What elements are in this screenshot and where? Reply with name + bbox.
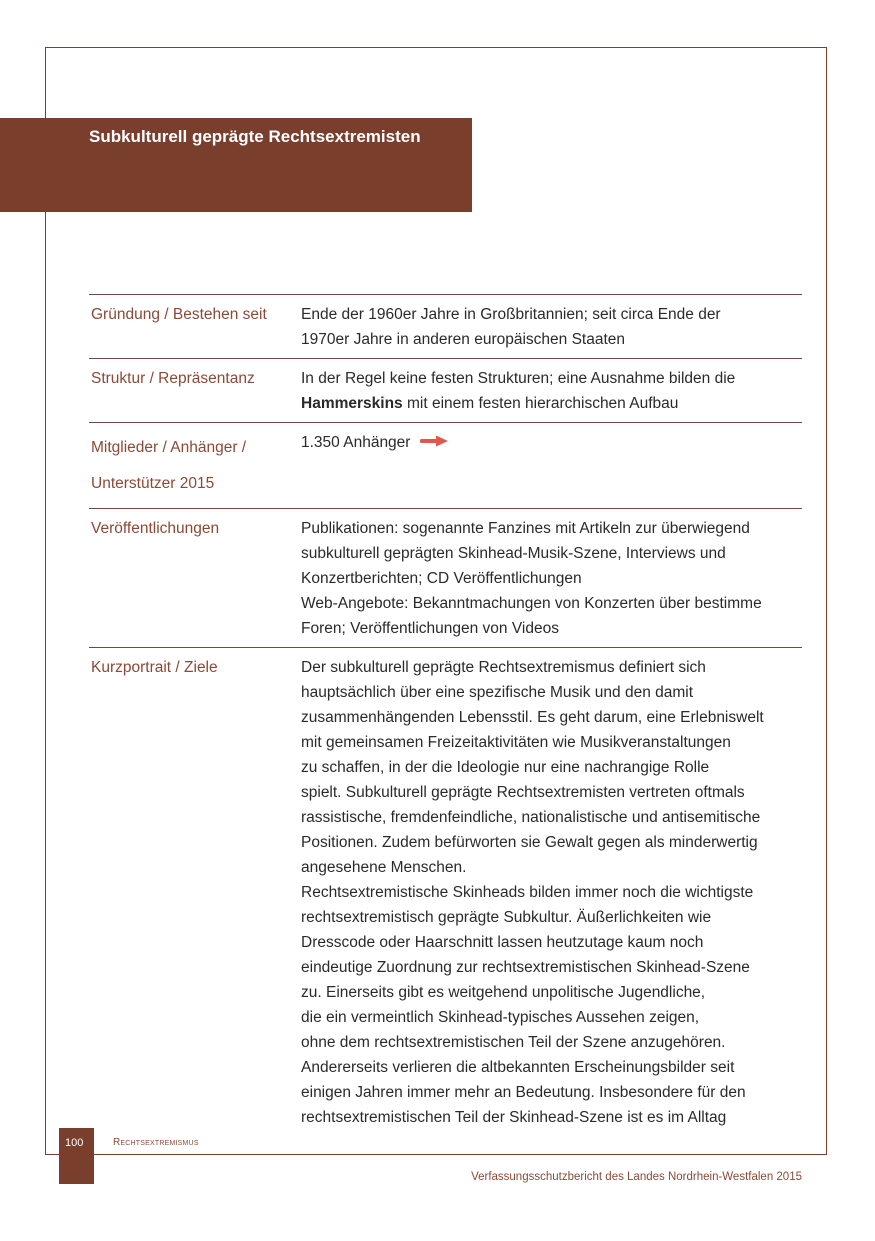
value-line: hauptsächlich über eine spezifische Musik und den damit xyxy=(301,684,694,701)
value-line: Rechtsextremistische Skinheads bilden immer noch die wichtigste xyxy=(301,884,754,901)
value-line: rechtsextremistisch geprägte Subkultur. Äußerlichkeiten wie xyxy=(301,909,712,926)
row-value xyxy=(301,302,802,352)
table-row-founding xyxy=(89,294,802,358)
row-label: Veröffentlichungen xyxy=(91,520,220,537)
page-number: 100 xyxy=(65,1137,84,1149)
row-value xyxy=(301,366,802,416)
value-line: In der Regel keine festen Strukturen; eine Ausnahme bilden die xyxy=(301,370,736,387)
row-label xyxy=(89,430,301,502)
value-line: spielt. Subkulturell geprägte Rechtsextremisten vertreten oftmals xyxy=(301,784,745,801)
member-count: 1.350 Anhänger xyxy=(301,434,411,451)
value-line: Positionen. Zudem befürworten sie Gewalt gegen als minderwertig xyxy=(301,834,758,851)
table-row-members xyxy=(89,422,802,508)
value-line: Publikationen: sogenannte Fanzines mit Artikeln zur überwiegend xyxy=(301,520,750,537)
row-value xyxy=(301,655,802,1130)
page-number-box xyxy=(59,1128,94,1184)
value-line: subkulturell geprägten Skinhead-Musik-Szene, Interviews und xyxy=(301,545,726,562)
row-value xyxy=(301,430,802,502)
value-line: Konzertberichten; CD Veröffentlichungen xyxy=(301,570,582,587)
value-line: rechtsextremistischen Teil der Skinhead-Szene ist es im Alltag xyxy=(301,1109,727,1126)
report-title: Verfassungsschutzbericht des Landes Nordrhein-Westfalen 2015 xyxy=(471,1171,802,1183)
value-line: die ein vermeintlich Skinhead-typisches Aussehen zeigen, xyxy=(301,1009,700,1026)
row-value xyxy=(301,516,802,641)
value-line: mit gemeinsamen Freizeitaktivitäten wie Musikveranstaltungen xyxy=(301,734,731,751)
page-title: Subkulturell geprägte Rechtsextremisten xyxy=(89,127,421,146)
value-line: einigen Jahren immer mehr an Bedeutung. Insbesondere für den xyxy=(301,1084,746,1101)
table-row-portrait xyxy=(89,647,802,1136)
table-row-publications xyxy=(89,508,802,647)
row-label: Gründung / Bestehen seit xyxy=(91,306,267,323)
value-line: zu schaffen, in der die Ideologie nur eine nachrangige Rolle xyxy=(301,759,710,776)
arrow-right-icon xyxy=(419,430,449,455)
table-row-structure xyxy=(89,358,802,422)
value-line-rest: mit einem festen hierarchischen Aufbau xyxy=(402,395,679,412)
row-label: Struktur / Repräsentanz xyxy=(91,370,255,387)
value-line: ohne dem rechtsextremistischen Teil der Szene anzugehören. xyxy=(301,1034,726,1051)
value-line: Der subkulturell geprägte Rechtsextremismus definiert sich xyxy=(301,659,706,676)
value-line: zu. Einerseits gibt es weitgehend unpolitische Jugendliche, xyxy=(301,984,706,1001)
value-line: rassistische, fremdenfeindliche, nationalistische und antisemitische xyxy=(301,809,761,826)
section-name: Rechtsextremismus xyxy=(113,1137,199,1148)
value-line: zusammenhängenden Lebensstil. Es geht darum, eine Erlebniswelt xyxy=(301,709,764,726)
value-line: Andererseits verlieren die altbekannten Erscheinungsbilder seit xyxy=(301,1059,735,1076)
value-line: Foren; Veröffentlichungen von Videos xyxy=(301,620,559,637)
bold-term: Hammerskins xyxy=(301,395,403,412)
row-label-line: Unterstützer 2015 xyxy=(91,475,215,492)
value-line: angesehene Menschen. xyxy=(301,859,467,876)
value-line xyxy=(301,391,802,416)
row-label-line: Mitglieder / Anhänger / xyxy=(91,439,247,456)
info-table xyxy=(89,294,802,1136)
value-line: 1970er Jahre in anderen europäischen Staaten xyxy=(301,331,626,348)
row-label: Kurzportrait / Ziele xyxy=(91,659,218,676)
value-line: Ende der 1960er Jahre in Großbritannien; seit circa Ende der xyxy=(301,306,721,323)
value-line: Dresscode oder Haarschnitt lassen heutzutage kaum noch xyxy=(301,934,704,951)
value-line: Web-Angebote: Bekanntmachungen von Konzerten über bestimme xyxy=(301,595,762,612)
value-line: eindeutige Zuordnung zur rechtsextremistischen Skinhead-Szene xyxy=(301,959,750,976)
